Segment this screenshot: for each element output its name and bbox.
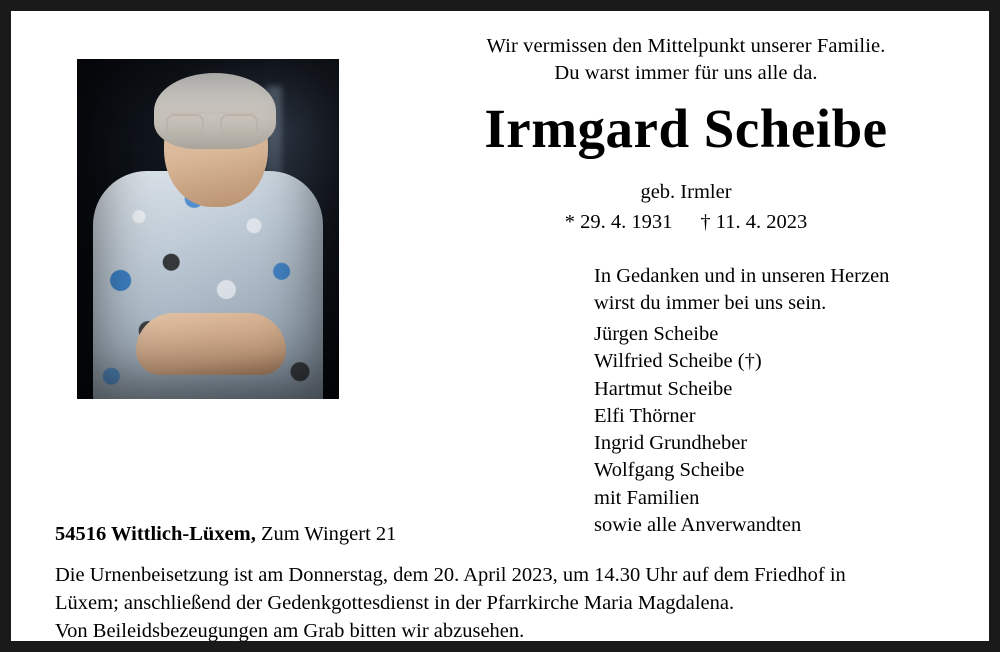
mourners-list xyxy=(594,321,994,539)
list-item: Hartmut Scheibe xyxy=(594,377,733,400)
list-item: Jürgen Scheibe xyxy=(594,323,719,345)
list-item: Elfi Thörner xyxy=(594,404,696,427)
notice-line-3: Von Beileidsbezeugungen am Grab bitten wir abzusehen. xyxy=(55,619,525,642)
portrait-photo-frame xyxy=(77,59,339,399)
intro-line-2: Du warst immer für uns alle da. xyxy=(554,62,818,85)
address-street: Zum Wingert 21 xyxy=(255,523,397,545)
deceased-name: Irmgard Scheibe xyxy=(484,98,888,159)
birth-date: * 29. 4. 1931 xyxy=(564,211,673,233)
verse-line-2: wirst du immer bei uns sein. xyxy=(594,292,827,315)
list-item: mit Familien xyxy=(594,486,700,509)
life-dates xyxy=(391,211,981,234)
death-date: † 11. 4. 2023 xyxy=(700,211,808,233)
memorial-verse xyxy=(594,263,994,318)
intro-text xyxy=(391,33,981,87)
list-item: sowie alle Anverwandten xyxy=(594,513,802,536)
list-item: Wolfgang Scheibe xyxy=(594,459,745,482)
verse-line-1: In Gedanken und in unseren Herzen xyxy=(594,265,890,287)
address-city: 54516 Wittlich-Lüxem, xyxy=(55,523,256,545)
address-line xyxy=(55,523,396,546)
funeral-notice xyxy=(55,562,970,646)
photo-vignette xyxy=(77,59,339,399)
list-item: Wilfried Scheibe (†) xyxy=(594,350,762,373)
intro-line-1: Wir vermissen den Mittelpunkt unserer Familie. xyxy=(486,35,886,57)
portrait-photo xyxy=(77,59,339,399)
maiden-name: geb. Irmler xyxy=(640,181,732,203)
notice-line-2: Lüxem; anschließend der Gedenkgottesdienst in der Pfarrkirche Maria Magdalena. xyxy=(55,591,735,614)
list-item: Ingrid Grundheber xyxy=(594,432,748,454)
obituary-inner xyxy=(11,11,989,641)
notice-line-1: Die Urnenbeisetzung ist am Donnerstag, dem 20. April 2023, um 14.30 Uhr auf dem Friedhof in xyxy=(55,564,846,586)
